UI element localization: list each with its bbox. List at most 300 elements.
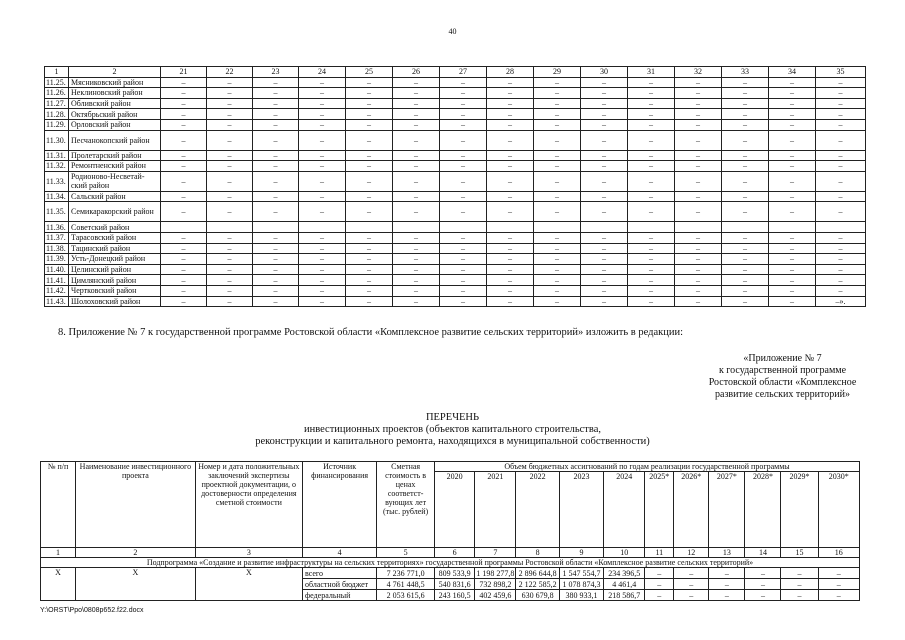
table-cell: – xyxy=(722,77,769,88)
table-cell: – xyxy=(675,243,722,254)
table-cell: – xyxy=(346,150,393,161)
table-row xyxy=(45,264,866,275)
table-cell xyxy=(346,222,393,233)
table-cell: – xyxy=(722,232,769,243)
table-cell: – xyxy=(628,264,675,275)
funding-source: областной бюджет xyxy=(302,579,376,590)
table-cell: – xyxy=(393,161,440,172)
table-cell: – xyxy=(346,171,393,191)
table-cell: – xyxy=(299,232,346,243)
district-name: Тацинский район xyxy=(69,243,161,254)
table-cell: – xyxy=(487,296,534,307)
column-header: 34 xyxy=(769,67,816,78)
column-header: 2 xyxy=(69,67,161,78)
table-cell: – xyxy=(675,171,722,191)
table-cell: – xyxy=(299,243,346,254)
x-cell: X xyxy=(41,568,76,601)
table-cell: – xyxy=(581,191,628,202)
district-name: Обливский район xyxy=(69,98,161,109)
table-cell: – xyxy=(487,202,534,222)
table-row xyxy=(41,568,860,579)
table-cell: – xyxy=(534,98,581,109)
table-row xyxy=(45,109,866,120)
table-cell: – xyxy=(161,119,207,130)
header-volume: Объем бюджетных ассигнований по годам реализации государственной программы xyxy=(434,462,859,472)
amount-cell: – xyxy=(709,568,745,579)
table-row xyxy=(45,161,866,172)
column-number: 5 xyxy=(377,548,435,558)
table-cell: – xyxy=(207,254,253,265)
table-cell: – xyxy=(581,171,628,191)
table-cell: – xyxy=(816,202,866,222)
table-row xyxy=(45,202,866,222)
table-cell: – xyxy=(816,150,866,161)
table-cell: – xyxy=(487,150,534,161)
year-header: 2028* xyxy=(745,472,781,548)
table-cell: – xyxy=(440,109,487,120)
table-cell: – xyxy=(440,285,487,296)
table-cell: – xyxy=(346,254,393,265)
column-number: 1 xyxy=(41,548,76,558)
table-cell: – xyxy=(207,243,253,254)
column-header: 24 xyxy=(299,67,346,78)
district-name: Песчанокопский район xyxy=(69,130,161,150)
column-number: 13 xyxy=(709,548,745,558)
district-name: Неклиновский район xyxy=(69,88,161,99)
estimated-cost: 2 053 615,6 xyxy=(377,590,435,601)
table-cell: – xyxy=(534,119,581,130)
row-number: 11.36. xyxy=(45,222,69,233)
row-number: 11.26. xyxy=(45,88,69,99)
table-cell: – xyxy=(628,109,675,120)
table-cell: – xyxy=(393,109,440,120)
district-name: Семикаракорский район xyxy=(69,202,161,222)
table-cell: – xyxy=(161,161,207,172)
column-number: 6 xyxy=(434,548,474,558)
table-cell xyxy=(769,222,816,233)
table-cell: – xyxy=(440,202,487,222)
column-header: 26 xyxy=(393,67,440,78)
column-number: 8 xyxy=(516,548,559,558)
page-number: 40 xyxy=(448,27,457,36)
row-number: 11.34. xyxy=(45,191,69,202)
header-source: Источник финансирования xyxy=(302,462,376,548)
table-cell: – xyxy=(487,191,534,202)
table-row xyxy=(45,88,866,99)
table-cell: – xyxy=(769,150,816,161)
table-cell: – xyxy=(722,161,769,172)
table-cell: – xyxy=(207,88,253,99)
table-cell: – xyxy=(816,161,866,172)
district-name: Родионово-Несветай-ский район xyxy=(69,171,161,191)
amount-cell: 243 160,5 xyxy=(434,590,474,601)
amount-cell: – xyxy=(645,590,674,601)
table-cell: – xyxy=(816,88,866,99)
district-name: Цимлянский район xyxy=(69,275,161,286)
table-cell: – xyxy=(440,119,487,130)
table-cell: – xyxy=(207,232,253,243)
table-cell: – xyxy=(207,171,253,191)
table-cell xyxy=(816,222,866,233)
table-cell: – xyxy=(253,77,299,88)
subprogram-row: Подпрограмма «Создание и развитие инфраструктуры на сельских территориях» государственной программы Ростовской области «Комплексное развитие сельских территорий» xyxy=(41,558,860,568)
appendix-line: Ростовской области «Комплексное xyxy=(708,377,857,388)
table-cell: – xyxy=(393,88,440,99)
table-cell: – xyxy=(299,88,346,99)
table-cell: – xyxy=(440,296,487,307)
amount-cell: – xyxy=(745,568,781,579)
row-number: 11.33. xyxy=(45,171,69,191)
amount-cell: 1 198 277,8 xyxy=(476,568,515,578)
table-cell: – xyxy=(299,275,346,286)
amount-cell: – xyxy=(674,568,709,579)
table-cell xyxy=(534,222,581,233)
amount-cell: 2 896 644,8 xyxy=(516,568,559,579)
amount-cell: – xyxy=(745,579,781,590)
table-cell: – xyxy=(487,275,534,286)
table-cell: – xyxy=(534,296,581,307)
table-cell: – xyxy=(675,119,722,130)
table-cell: – xyxy=(346,119,393,130)
table-cell: – xyxy=(628,77,675,88)
table-cell: – xyxy=(769,88,816,99)
table-cell: – xyxy=(161,77,207,88)
table-cell: – xyxy=(769,243,816,254)
row-number: 11.31. xyxy=(45,150,69,161)
district-name: Пролетарский район xyxy=(69,150,161,161)
table-cell: – xyxy=(487,254,534,265)
amount-cell: – xyxy=(645,579,674,590)
table-row xyxy=(45,232,866,243)
table-cell: – xyxy=(253,150,299,161)
table-cell: – xyxy=(253,243,299,254)
table-cell: – xyxy=(299,264,346,275)
table-cell: – xyxy=(769,191,816,202)
table-row xyxy=(45,243,866,254)
amount-cell: 234 396,5 xyxy=(604,568,645,579)
estimated-cost: 4 761 448,5 xyxy=(377,579,435,590)
table-cell: – xyxy=(346,98,393,109)
table-cell: – xyxy=(299,130,346,150)
paragraph-item-8: 8. Приложение № 7 к государственной программе Ростовской области «Комплексное развитие сельских территорий» изложить в редакции: xyxy=(58,327,684,338)
table-cell: – xyxy=(207,98,253,109)
table-header-row xyxy=(45,67,866,78)
table-cell: – xyxy=(253,161,299,172)
table-cell: – xyxy=(675,264,722,275)
table-cell: – xyxy=(722,296,769,307)
row-number: 11.30. xyxy=(45,130,69,150)
table-cell: – xyxy=(816,130,866,150)
table-cell: – xyxy=(675,296,722,307)
column-header: 35 xyxy=(816,67,866,78)
header-project-name: Наименование инвестиционного проекта xyxy=(76,462,196,548)
table-cell: – xyxy=(675,88,722,99)
table-cell: – xyxy=(816,232,866,243)
table-cell: – xyxy=(769,232,816,243)
table-cell: – xyxy=(253,130,299,150)
table-cell: – xyxy=(816,109,866,120)
row-number: 11.43. xyxy=(45,296,69,307)
table-cell: – xyxy=(161,232,207,243)
table-cell: – xyxy=(628,98,675,109)
table-cell: – xyxy=(393,202,440,222)
document-subtitle: инвестиционных проектов (объектов капитального строительства, xyxy=(303,424,601,435)
row-number: 11.41. xyxy=(45,275,69,286)
amount-cell: 218 586,7 xyxy=(604,590,645,601)
district-name: Чертковский район xyxy=(69,285,161,296)
table-cell: – xyxy=(816,191,866,202)
table-cell: – xyxy=(769,171,816,191)
table-cell: – xyxy=(722,88,769,99)
table-cell: – xyxy=(722,98,769,109)
table-row xyxy=(45,171,866,191)
table-cell: – xyxy=(253,264,299,275)
table-cell: – xyxy=(628,150,675,161)
table-cell: – xyxy=(299,119,346,130)
table-cell: – xyxy=(207,161,253,172)
year-header: 2029* xyxy=(781,472,818,548)
table-cell: – xyxy=(440,88,487,99)
table-cell: – xyxy=(393,130,440,150)
x-cell: X xyxy=(76,568,196,601)
table-cell: – xyxy=(581,150,628,161)
column-number: 4 xyxy=(302,548,376,558)
table-cell: – xyxy=(161,275,207,286)
table-cell: – xyxy=(628,232,675,243)
row-number: 11.37. xyxy=(45,232,69,243)
table-cell: – xyxy=(299,296,346,307)
table-cell: – xyxy=(346,161,393,172)
row-number: 11.32. xyxy=(45,161,69,172)
table-cell: – xyxy=(534,254,581,265)
table-cell xyxy=(440,222,487,233)
table-row xyxy=(45,254,866,265)
district-name: Мясниковский район xyxy=(69,77,161,88)
column-number: 7 xyxy=(475,548,516,558)
table-cell: – xyxy=(675,130,722,150)
table-cell: – xyxy=(769,264,816,275)
table-cell: – xyxy=(722,285,769,296)
table-cell: – xyxy=(440,254,487,265)
amount-cell: – xyxy=(781,579,818,590)
row-number: 11.27. xyxy=(45,98,69,109)
table-cell: – xyxy=(161,202,207,222)
table-cell: – xyxy=(675,109,722,120)
column-numbers-row xyxy=(41,548,860,558)
table-cell xyxy=(722,222,769,233)
table-cell: – xyxy=(487,130,534,150)
table-cell: – xyxy=(581,202,628,222)
table-cell: – xyxy=(440,275,487,286)
table-cell: – xyxy=(628,296,675,307)
table-cell: – xyxy=(581,119,628,130)
column-header: 1 xyxy=(45,67,69,78)
table-cell: – xyxy=(769,202,816,222)
year-header: 2024 xyxy=(604,472,645,548)
table-cell: – xyxy=(769,285,816,296)
table-cell: – xyxy=(628,275,675,286)
column-header: 29 xyxy=(534,67,581,78)
column-header: 32 xyxy=(675,67,722,78)
table-cell: – xyxy=(628,285,675,296)
table-cell: – xyxy=(581,243,628,254)
amount-cell: – xyxy=(781,568,818,579)
table-cell: – xyxy=(207,191,253,202)
amount-cell: – xyxy=(818,590,859,601)
table-cell: – xyxy=(534,232,581,243)
table-cell: – xyxy=(487,109,534,120)
column-header: 31 xyxy=(628,67,675,78)
estimated-cost: 7 236 771,0 xyxy=(377,568,435,579)
table-cell: – xyxy=(581,232,628,243)
table-cell: – xyxy=(299,98,346,109)
table-cell: – xyxy=(675,191,722,202)
table-cell: – xyxy=(487,243,534,254)
year-header: 2030* xyxy=(818,472,859,548)
district-table xyxy=(44,66,866,307)
table-cell: – xyxy=(161,109,207,120)
column-number: 12 xyxy=(674,548,709,558)
table-cell: – xyxy=(393,264,440,275)
table-cell: – xyxy=(299,161,346,172)
row-number: 11.28. xyxy=(45,109,69,120)
table-cell: – xyxy=(393,254,440,265)
table-cell: – xyxy=(161,243,207,254)
district-name: Октябрьский район xyxy=(69,109,161,120)
table-cell: – xyxy=(207,285,253,296)
table-cell: – xyxy=(675,285,722,296)
x-cell: X xyxy=(195,568,302,601)
table-cell: – xyxy=(207,296,253,307)
table-cell: – xyxy=(253,232,299,243)
column-header: 27 xyxy=(440,67,487,78)
row-number: 11.25. xyxy=(45,77,69,88)
table-cell: – xyxy=(207,109,253,120)
table-cell: – xyxy=(675,275,722,286)
appendix-line: «Приложение № 7 xyxy=(743,353,822,364)
table-cell: – xyxy=(581,88,628,99)
row-number: 11.40. xyxy=(45,264,69,275)
row-number: 11.35. xyxy=(45,202,69,222)
table-cell: – xyxy=(346,275,393,286)
amount-cell: 1 078 874,3 xyxy=(559,579,603,590)
table-cell xyxy=(207,222,253,233)
table-cell: – xyxy=(161,296,207,307)
header-expertise: Номер и дата положительных заключений экспертизы проектной документации, о достоверности определения сметной стоимости xyxy=(195,462,302,548)
table-cell: – xyxy=(253,191,299,202)
amount-cell: – xyxy=(709,590,745,601)
table-cell: – xyxy=(487,98,534,109)
table-cell: – xyxy=(581,254,628,265)
table-cell: – xyxy=(769,275,816,286)
table-cell xyxy=(581,222,628,233)
amount-cell: 4 461,4 xyxy=(604,579,645,590)
table-cell: – xyxy=(534,150,581,161)
table-cell: – xyxy=(534,243,581,254)
table-cell: – xyxy=(253,88,299,99)
table-cell: – xyxy=(722,119,769,130)
file-path-footer: Y:\ORST\Ppo\0808p652.f22.docx xyxy=(40,607,144,614)
table-cell: – xyxy=(253,171,299,191)
table-cell: – xyxy=(769,254,816,265)
table-row xyxy=(45,222,866,233)
table-cell: – xyxy=(207,150,253,161)
table-cell: – xyxy=(393,243,440,254)
table-cell: – xyxy=(299,285,346,296)
table-cell: – xyxy=(440,98,487,109)
amount-cell: 732 898,2 xyxy=(475,579,516,590)
table-cell: – xyxy=(534,77,581,88)
table-cell: – xyxy=(440,171,487,191)
table-cell: – xyxy=(253,202,299,222)
amount-cell: 540 831,6 xyxy=(434,579,474,590)
table-cell: – xyxy=(722,171,769,191)
amount-cell: – xyxy=(781,590,818,601)
year-header: 2027* xyxy=(709,472,745,548)
column-number: 11 xyxy=(645,548,674,558)
table-cell: – xyxy=(581,98,628,109)
table-cell: – xyxy=(487,119,534,130)
table-cell: – xyxy=(675,77,722,88)
table-cell: – xyxy=(487,264,534,275)
table-cell: – xyxy=(487,285,534,296)
table-cell: – xyxy=(581,77,628,88)
table-cell: – xyxy=(393,150,440,161)
table-cell: – xyxy=(722,243,769,254)
table-cell xyxy=(675,222,722,233)
column-number: 3 xyxy=(195,548,302,558)
table-cell: – xyxy=(534,191,581,202)
table-cell: – xyxy=(487,161,534,172)
table-cell: – xyxy=(816,98,866,109)
table-cell: – xyxy=(628,161,675,172)
table-cell: – xyxy=(722,109,769,120)
table-cell: – xyxy=(393,171,440,191)
table-cell: – xyxy=(816,171,866,191)
table-cell: – xyxy=(393,275,440,286)
amount-cell: – xyxy=(818,579,859,590)
table-cell: – xyxy=(581,285,628,296)
header-cost: Сметная стоимость в ценах соответст-вующих лет (тыс. рублей) xyxy=(377,462,435,548)
amount-cell: – xyxy=(745,590,781,601)
table-cell: – xyxy=(769,109,816,120)
table-row xyxy=(45,130,866,150)
table-cell: – xyxy=(161,88,207,99)
amount-cell: – xyxy=(645,568,674,579)
table-cell: – xyxy=(253,98,299,109)
table-row xyxy=(45,296,866,307)
table-cell: – xyxy=(207,77,253,88)
table-cell: – xyxy=(161,285,207,296)
table-cell xyxy=(393,222,440,233)
column-header: 23 xyxy=(253,67,299,78)
table-cell: – xyxy=(581,109,628,120)
table-cell: – xyxy=(816,254,866,265)
table-cell: – xyxy=(722,130,769,150)
document-subtitle: реконструкции и капитального ремонта, находящихся в муниципальной собственности) xyxy=(255,436,650,447)
table-cell: – xyxy=(346,232,393,243)
district-name: Сальский район xyxy=(69,191,161,202)
table-cell: – xyxy=(346,77,393,88)
investment-projects-table xyxy=(40,461,860,601)
table-cell: – xyxy=(161,254,207,265)
table-cell: – xyxy=(253,109,299,120)
table-cell: – xyxy=(440,161,487,172)
amount-cell: 1 547 554,7 xyxy=(559,568,603,579)
column-header: 21 xyxy=(161,67,207,78)
table-cell: – xyxy=(534,264,581,275)
table-cell: – xyxy=(161,150,207,161)
